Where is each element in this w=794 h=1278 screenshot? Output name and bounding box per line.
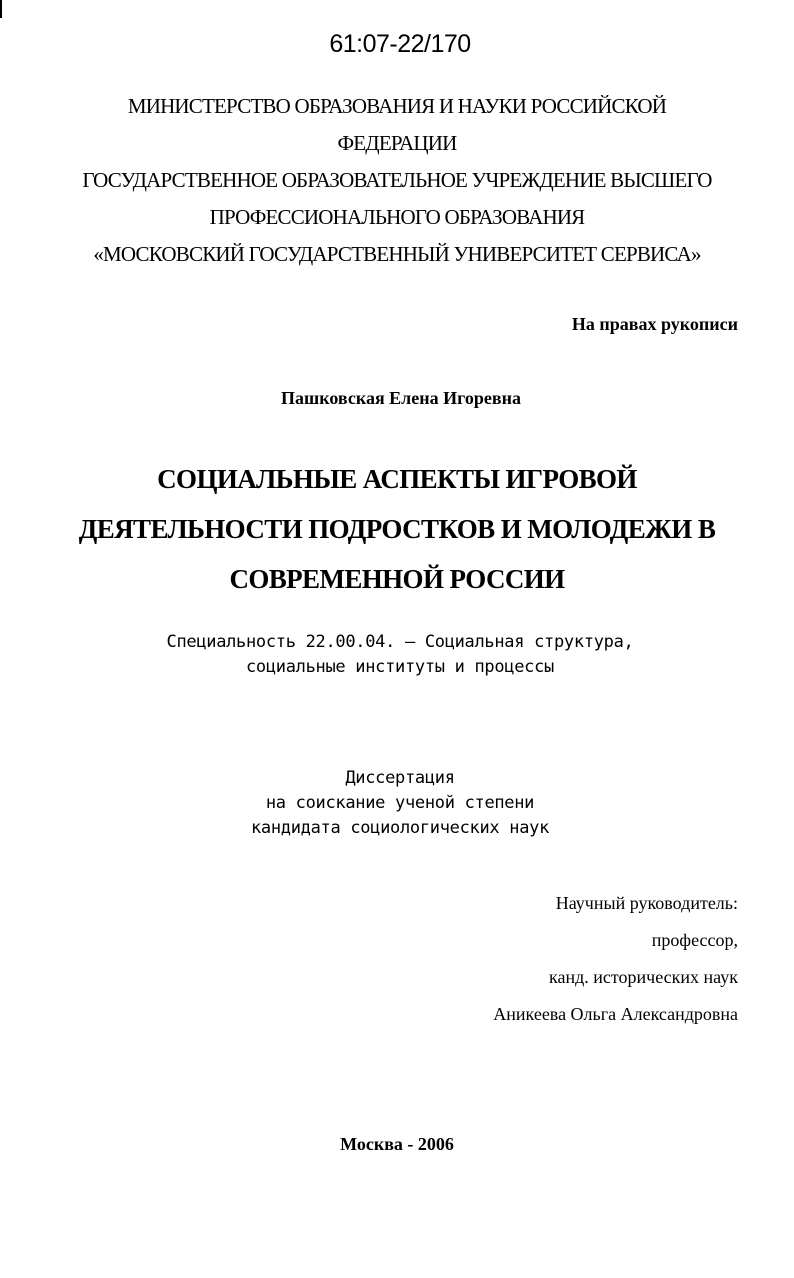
institution-line: ГОСУДАРСТВЕННОЕ ОБРАЗОВАТЕЛЬНОЕ УЧРЕЖДЕНИЕ ВЫСШЕГО [82,168,712,192]
manuscript-note: На правах рукописи [571,314,738,334]
advisor-line: Научный руководитель: [555,893,738,913]
scan-edge-mark [0,0,2,18]
institution-block [0,88,794,273]
specialty-line: Специальность 22.00.04. – Социальная структура, [166,632,634,652]
advisor-line: Аникеева Ольга Александровна [493,1004,738,1024]
dissertation-degree-block [3,766,794,841]
city-year: Москва - 2006 [340,1134,454,1154]
advisor-block [493,885,738,1033]
dissertation-title [0,454,794,604]
advisor-line: профессор, [651,930,738,950]
title-line: СОЦИАЛЬНЫЕ АСПЕКТЫ ИГРОВОЙ [157,464,637,494]
advisor-line: канд. исторических наук [549,967,738,987]
degree-line: на соискание ученой степени [265,793,535,813]
specialty-block [3,630,794,680]
degree-line: кандидата социологических наук [250,818,550,838]
institution-line: ПРОФЕССИОНАЛЬНОГО ОБРАЗОВАНИЯ [209,205,585,229]
institution-line: ФЕДЕРАЦИИ [337,131,457,155]
institution-line: МИНИСТЕРСТВО ОБРАЗОВАНИЯ И НАУКИ РОССИЙСКОЙ [127,94,667,118]
degree-line: Диссертация [345,768,455,788]
author-name: Пашковская Елена Игоревна [281,388,521,408]
title-line: ДЕЯТЕЛЬНОСТИ ПОДРОСТКОВ И МОЛОДЕЖИ В [78,514,716,544]
specialty-line: социальные институты и процессы [246,657,554,677]
title-line: СОВРЕМЕННОЙ РОССИИ [229,564,565,594]
institution-line: «МОСКОВСКИЙ ГОСУДАРСТВЕННЫЙ УНИВЕРСИТЕТ СЕРВИСА» [93,242,701,266]
catalog-code: 61:07-22/170 [329,30,471,58]
